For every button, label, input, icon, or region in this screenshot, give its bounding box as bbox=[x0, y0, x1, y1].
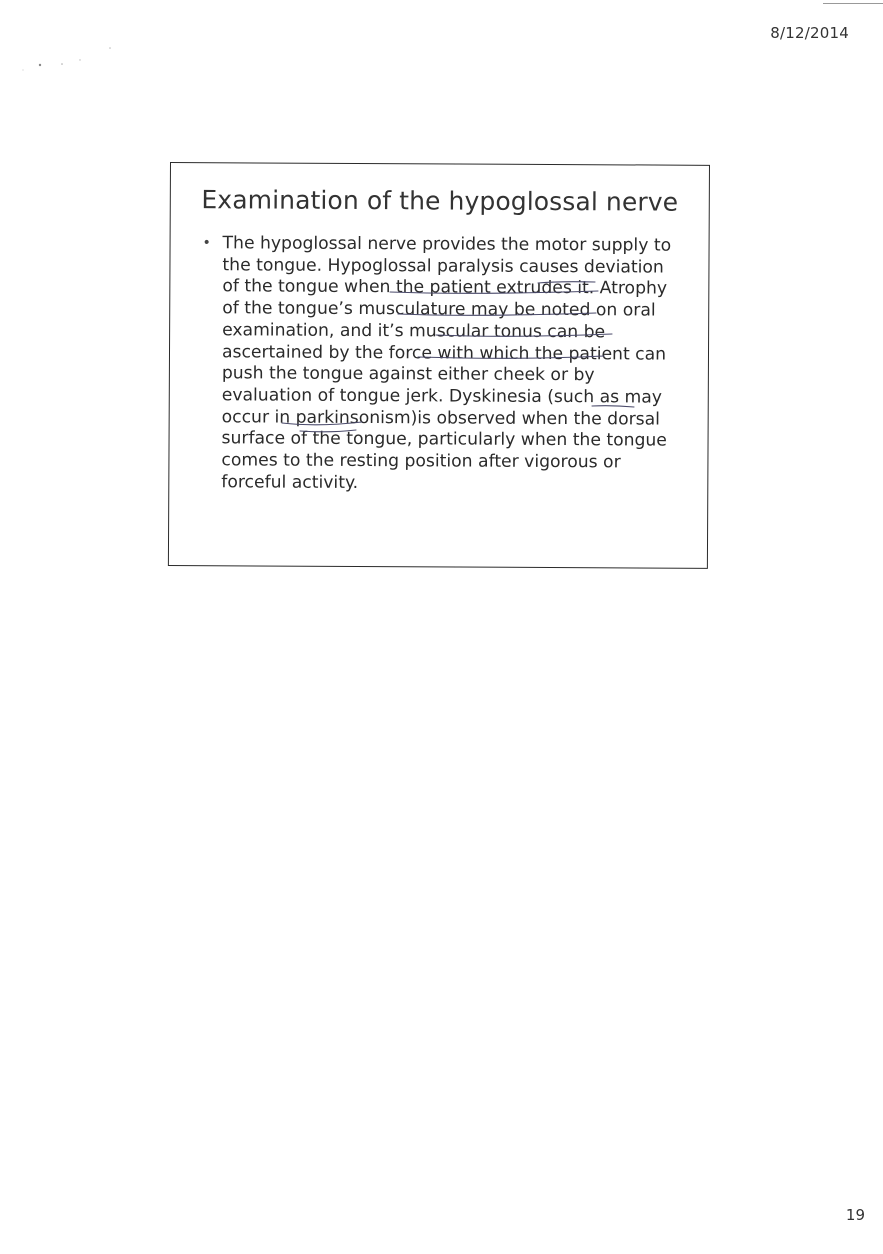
bullet-text: The hypoglossal nerve provides the motor supply to the tongue. Hypoglossal paralysis causes deviation of the tongue when the patient extrudes it. Atrophy of the tongue’s musculature may be noted on oral examination, and it’s muscular tonus can be ascertained by the force with which the patient can push the tongue against either cheek or by evaluation of tongue jerk. Dyskinesia (such as may occur in parkinsonism)is observed when the dorsal surface of the tongue, particularly when the tongue comes to the resting position after vigorous or forceful activity. bbox=[221, 233, 672, 493]
page-number: 19 bbox=[845, 1206, 865, 1224]
bullet-item bbox=[201, 233, 672, 496]
bullet-icon: • bbox=[202, 235, 211, 252]
slide-frame bbox=[168, 162, 710, 569]
page-date: 8/12/2014 bbox=[770, 24, 849, 42]
scan-specks bbox=[18, 40, 118, 90]
slide-title: Examination of the hypoglossal nerve bbox=[201, 185, 679, 217]
top-edge-rule bbox=[823, 3, 883, 4]
